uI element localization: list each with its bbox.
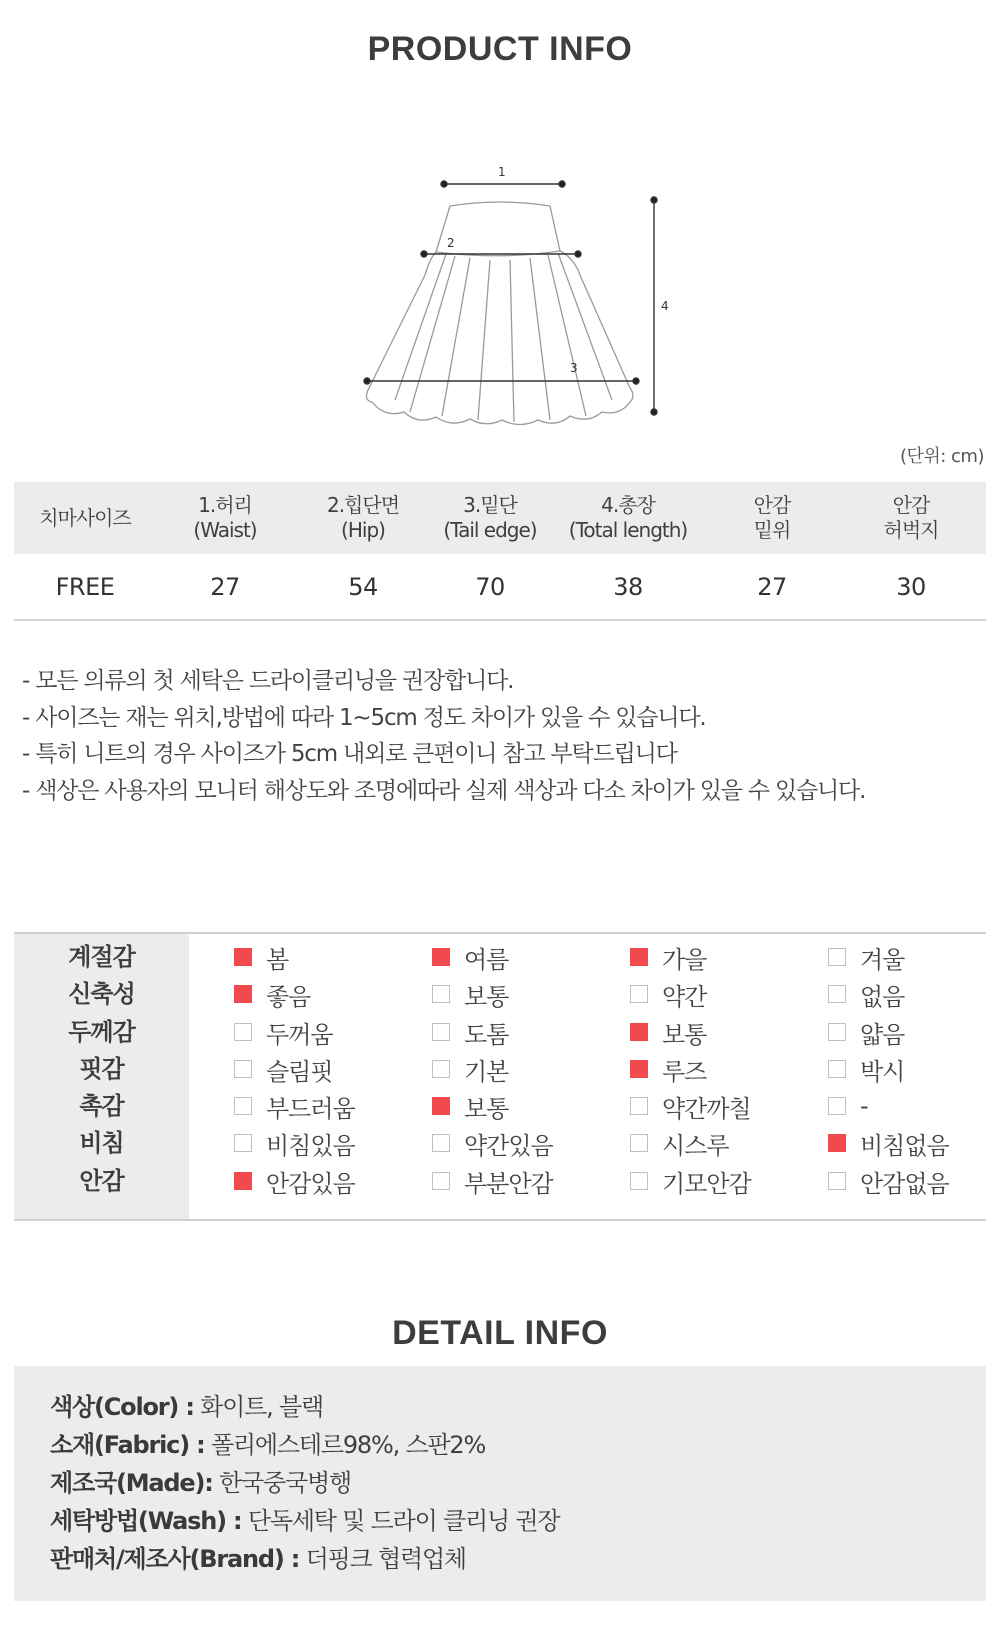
feature-label: 신축성	[68, 980, 135, 1008]
header-lining-thigh: 안감 허벅지	[836, 482, 986, 554]
header-waist: 1.허리 (Waist)	[156, 482, 294, 554]
unchecked-box-icon	[828, 948, 846, 966]
feature-option	[630, 1162, 751, 1200]
unchecked-box-icon	[630, 985, 648, 1003]
total-length-cell: 38	[548, 554, 708, 620]
feature-option-label: 루즈	[662, 1057, 707, 1086]
unchecked-box-icon	[432, 1023, 450, 1041]
feature-option	[432, 1050, 508, 1088]
feature-option-label: 약간	[662, 982, 707, 1011]
feature-option-label: 부분안감	[464, 1169, 553, 1198]
feature-option	[630, 1050, 706, 1088]
unchecked-box-icon	[828, 1172, 846, 1190]
feature-option	[234, 1087, 355, 1125]
feature-row	[14, 1162, 986, 1200]
feature-option	[432, 1162, 553, 1200]
feature-option	[630, 1013, 706, 1051]
unchecked-box-icon	[828, 1023, 846, 1041]
feature-option-label: 부드러움	[266, 1094, 355, 1123]
header-total-length: 4.총장 (Total length)	[548, 482, 708, 554]
feature-option-label: 기본	[464, 1057, 509, 1086]
checked-box-icon	[630, 1060, 648, 1078]
feature-option-label: 박시	[860, 1057, 905, 1086]
unchecked-box-icon	[234, 1060, 252, 1078]
feature-option	[432, 975, 508, 1013]
feature-option	[828, 1050, 904, 1088]
feature-option-label: -	[860, 1092, 868, 1120]
detail-info-box	[14, 1366, 986, 1601]
feature-label: 촉감	[79, 1092, 124, 1120]
feature-option-label: 두꺼움	[266, 1020, 333, 1049]
size-table	[14, 482, 986, 621]
feature-row	[14, 938, 986, 976]
checked-box-icon	[432, 948, 450, 966]
feature-option-label: 봄	[266, 945, 289, 974]
feature-table	[14, 932, 986, 1221]
feature-option-label: 비침있음	[266, 1131, 355, 1160]
feature-row	[14, 975, 986, 1013]
feature-option-label: 보통	[662, 1020, 707, 1049]
note-item: - 사이즈는 재는 위치,방법에 따라 1~5cm 정도 차이가 있을 수 있습니다.	[22, 704, 706, 731]
header-hip: 2.힙단면 (Hip)	[294, 482, 432, 554]
unchecked-box-icon	[630, 1172, 648, 1190]
feature-option-label: 없음	[860, 982, 905, 1011]
feature-label: 비침	[79, 1129, 124, 1157]
lining-rise-cell: 27	[708, 554, 836, 620]
diagram-label-4: 4	[661, 299, 669, 313]
diagram-label-2: 2	[447, 236, 455, 250]
unchecked-box-icon	[234, 1134, 252, 1152]
lining-thigh-cell: 30	[836, 554, 986, 620]
feature-option	[432, 938, 508, 976]
feature-option	[234, 1162, 355, 1200]
detail-color: 색상(Color) : 화이트, 블랙	[50, 1393, 323, 1421]
feature-label: 안감	[79, 1167, 124, 1195]
detail-fabric: 소재(Fabric) : 폴리에스테르98%, 스판2%	[50, 1431, 486, 1459]
note-item: - 모든 의류의 첫 세탁은 드라이클리닝을 권장합니다.	[22, 668, 514, 694]
feature-option-label: 비침없음	[860, 1131, 949, 1160]
diagram-label-3: 3	[570, 361, 578, 375]
unchecked-box-icon	[432, 1172, 450, 1190]
size-cell: FREE	[14, 554, 156, 620]
feature-option	[234, 1124, 355, 1162]
tail-edge-cell: 70	[432, 554, 548, 620]
feature-label: 계절감	[68, 943, 135, 971]
feature-option	[828, 975, 904, 1013]
skirt-body-shape	[366, 251, 633, 425]
detail-made: 제조국(Made): 한국중국병행	[50, 1469, 351, 1497]
feature-row	[14, 1087, 986, 1125]
detail-wash: 세탁방법(Wash) : 단독세탁 및 드라이 클리닝 권장	[50, 1507, 560, 1535]
unchecked-box-icon	[234, 1023, 252, 1041]
feature-row	[14, 1124, 986, 1162]
feature-option	[828, 1124, 949, 1162]
feature-option-label: 얇음	[860, 1020, 905, 1049]
detail-brand: 판매처/제조사(Brand) : 더핑크 협력업체	[50, 1545, 466, 1573]
unchecked-box-icon	[828, 1060, 846, 1078]
feature-option	[234, 1013, 333, 1051]
feature-option	[234, 975, 310, 1013]
feature-option-label: 겨울	[860, 945, 905, 974]
unchecked-box-icon	[828, 1097, 846, 1115]
size-table-header-row	[14, 482, 986, 554]
feature-option	[234, 938, 288, 976]
feature-option	[828, 938, 904, 976]
care-notes	[22, 663, 982, 809]
waist-cell: 27	[156, 554, 294, 620]
table-row	[14, 554, 986, 620]
feature-option-label: 약간까칠	[662, 1094, 751, 1123]
checked-box-icon	[630, 948, 648, 966]
feature-option	[828, 1087, 868, 1125]
note-item: - 색상은 사용자의 모니터 해상도와 조명에따라 실제 색상과 다소 차이가 있을 수 있습니다.	[22, 777, 866, 804]
checked-box-icon	[432, 1097, 450, 1115]
diagram-label-1: 1	[498, 165, 506, 179]
header-skirt-size: 치마사이즈	[14, 482, 156, 554]
feature-option-label: 기모안감	[662, 1169, 751, 1198]
unchecked-box-icon	[630, 1134, 648, 1152]
unit-label: (단위: cm)	[899, 446, 984, 467]
feature-row	[14, 1013, 986, 1051]
skirt-measurement-diagram	[0, 150, 1000, 440]
feature-option-label: 보통	[464, 1094, 509, 1123]
checked-box-icon	[234, 1172, 252, 1190]
feature-option-label: 안감있음	[266, 1169, 355, 1198]
feature-option-label: 가을	[662, 945, 707, 974]
checked-box-icon	[234, 948, 252, 966]
detail-info-title: DETAIL INFO	[392, 1314, 608, 1352]
feature-option	[432, 1087, 508, 1125]
header-tail-edge: 3.밑단 (Tail edge)	[432, 482, 548, 554]
feature-option	[432, 1013, 508, 1051]
feature-option-label: 여름	[464, 945, 509, 974]
feature-option-label: 슬림핏	[266, 1057, 333, 1086]
hip-cell: 54	[294, 554, 432, 620]
feature-label: 두께감	[68, 1018, 135, 1046]
feature-option	[828, 1162, 949, 1200]
unchecked-box-icon	[630, 1097, 648, 1115]
feature-option-label: 약간있음	[464, 1131, 553, 1160]
feature-option	[828, 1013, 904, 1051]
feature-option-label: 보통	[464, 982, 509, 1011]
feature-option	[432, 1124, 553, 1162]
unchecked-box-icon	[432, 1060, 450, 1078]
feature-option-label: 도톰	[464, 1020, 509, 1049]
unchecked-box-icon	[432, 1134, 450, 1152]
unchecked-box-icon	[234, 1097, 252, 1115]
feature-row	[14, 1050, 986, 1088]
checked-box-icon	[828, 1134, 846, 1152]
feature-option-label: 시스루	[662, 1131, 729, 1160]
unchecked-box-icon	[828, 985, 846, 1003]
product-info-title: PRODUCT INFO	[367, 30, 633, 68]
feature-option	[630, 975, 706, 1013]
checked-box-icon	[234, 985, 252, 1003]
unchecked-box-icon	[432, 985, 450, 1003]
feature-label: 핏감	[79, 1055, 124, 1083]
header-lining-rise: 안감 밑위	[708, 482, 836, 554]
feature-option-label: 좋음	[266, 982, 311, 1011]
feature-option-label: 안감없음	[860, 1169, 949, 1198]
note-item: - 특히 니트의 경우 사이즈가 5cm 내외로 큰편이니 참고 부탁드립니다	[22, 741, 677, 768]
feature-option	[630, 1087, 751, 1125]
checked-box-icon	[630, 1023, 648, 1041]
feature-option	[630, 938, 706, 976]
feature-option	[234, 1050, 333, 1088]
feature-option	[630, 1124, 729, 1162]
